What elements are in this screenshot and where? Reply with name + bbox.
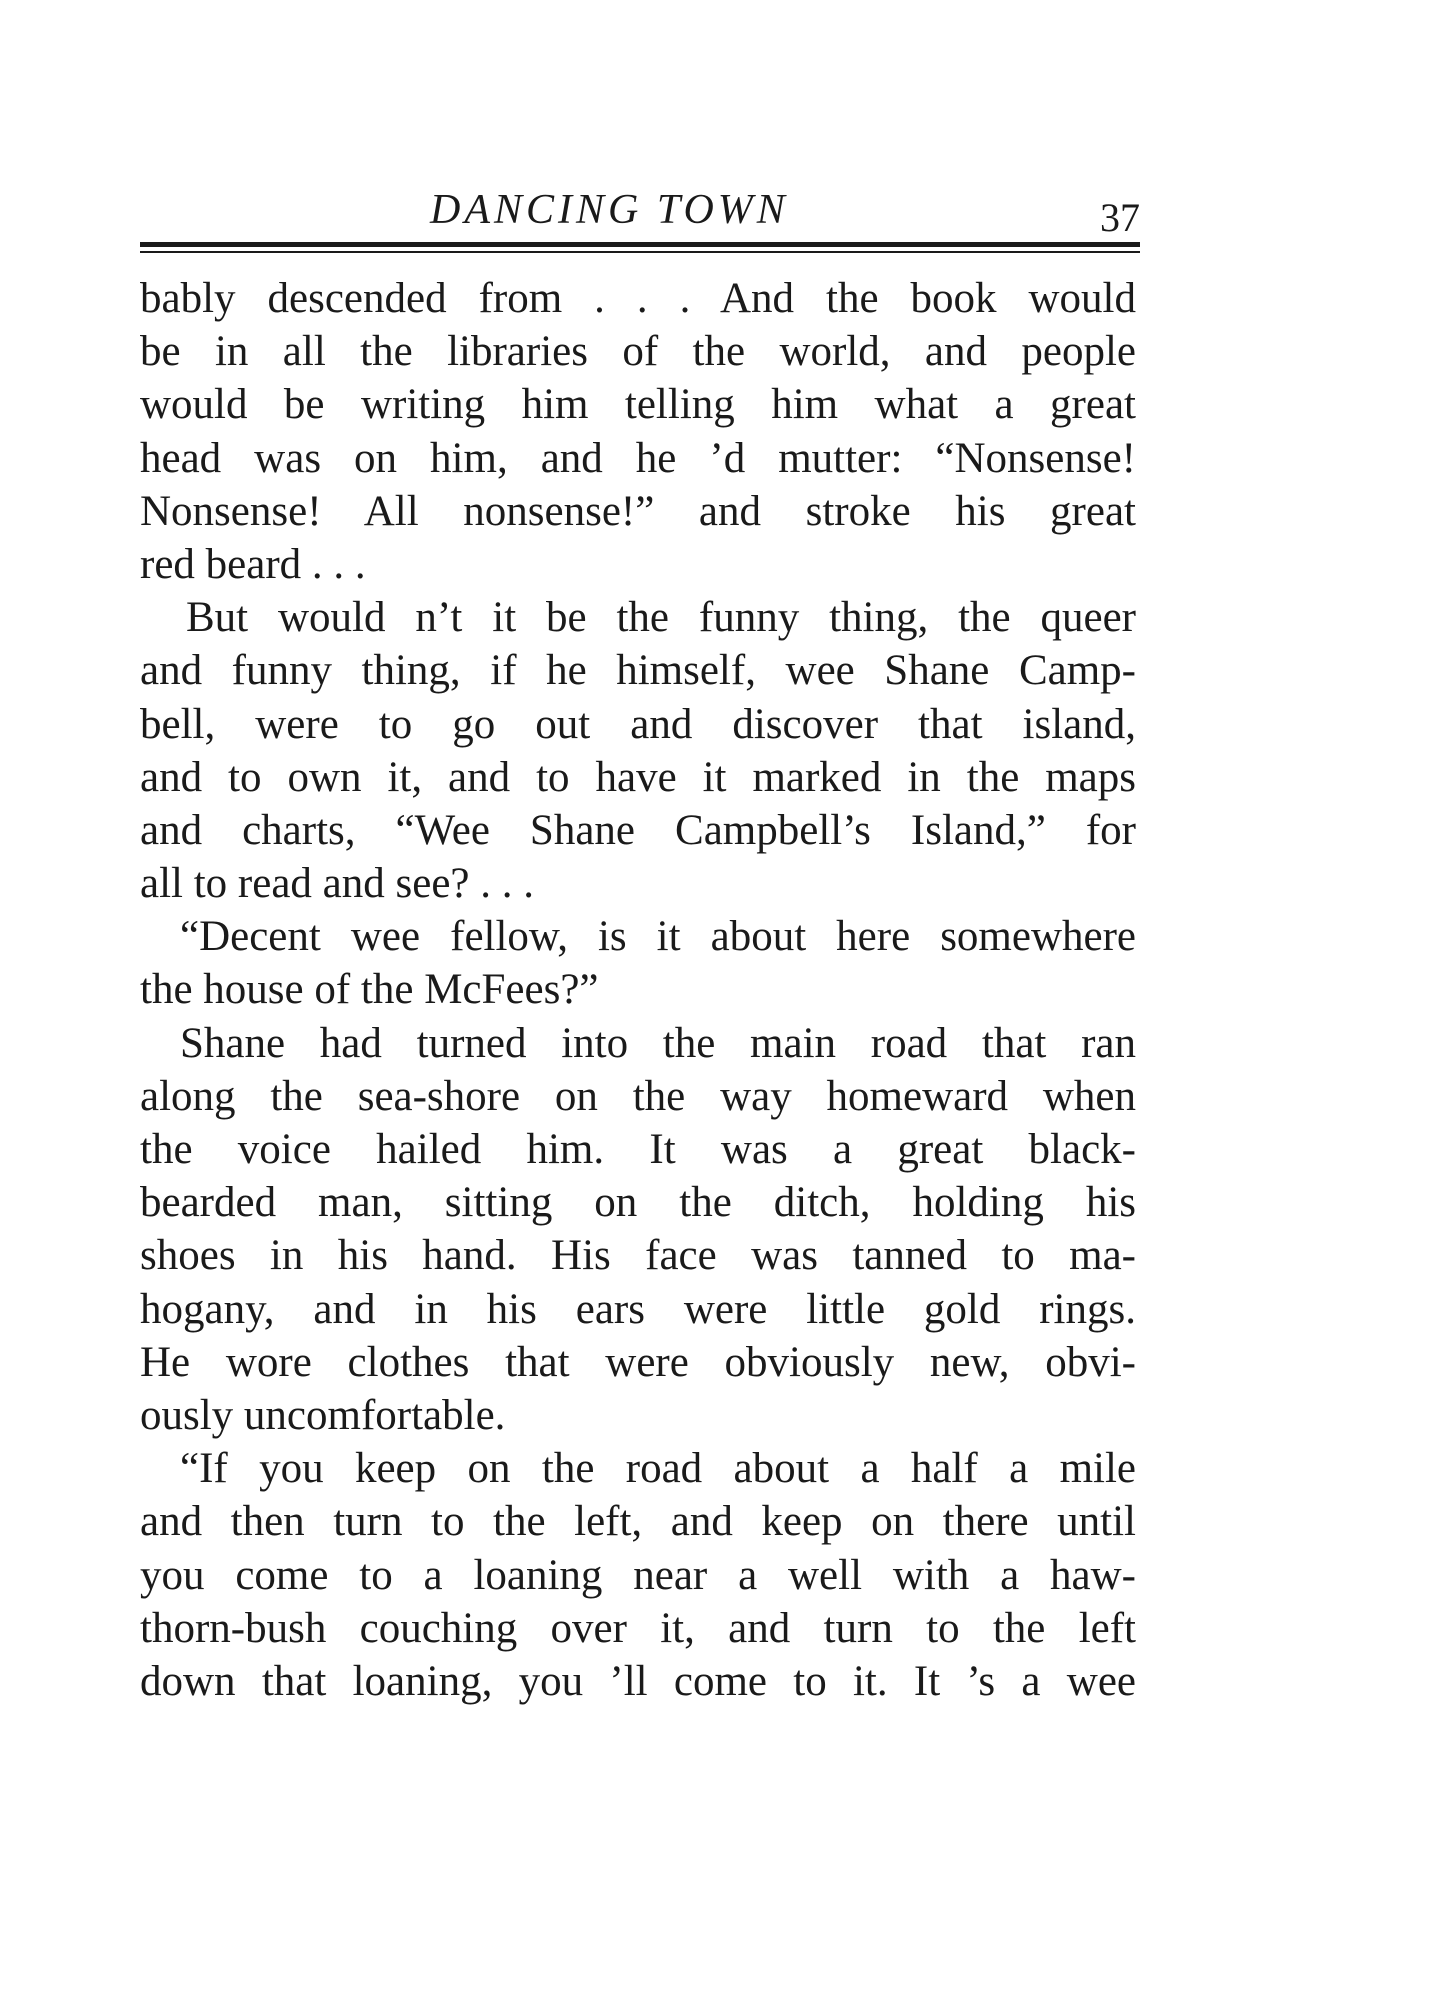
text-line: and charts, “Wee Shane Campbell’s Island,” for xyxy=(140,806,1136,854)
text-line: you come to a loaning near a well with a haw- xyxy=(140,1551,1136,1599)
page-number: 37 xyxy=(1100,195,1140,240)
text-line: red beard . . . xyxy=(140,540,366,588)
body-text xyxy=(140,272,1136,1708)
text-line: hogany, and in his ears were little gold rings. xyxy=(140,1285,1136,1333)
text-line: and then turn to the left, and keep on there until xyxy=(140,1498,1136,1546)
text-line: be in all the libraries of the world, and people xyxy=(140,328,1136,376)
text-line: the house of the McFees?” xyxy=(140,966,599,1014)
text-line: shoes in his hand. His face was tanned to ma- xyxy=(140,1232,1136,1280)
text-line: thorn-bush couching over it, and turn to the left xyxy=(140,1604,1136,1652)
header-rule-thick xyxy=(140,242,1140,247)
text-line: down that loaning, you ’ll come to it. It ’s a wee xyxy=(140,1657,1136,1705)
text-line: all to read and see? . . . xyxy=(140,860,534,908)
text-line: head was on him, and he ’d mutter: “Nonsense! xyxy=(140,434,1136,482)
paragraph xyxy=(140,272,1136,591)
text-line: bably descended from . . . And the book would xyxy=(140,275,1136,322)
text-line: and funny thing, if he himself, wee Shane Camp- xyxy=(140,647,1136,695)
text-line: “Decent wee fellow, is it about here somewhere xyxy=(180,913,1136,961)
text-line: He wore clothes that were obviously new, obvi- xyxy=(140,1338,1136,1386)
text-line: the voice hailed him. It was a great black- xyxy=(140,1126,1136,1173)
text-line: Nonsense! All nonsense!” and stroke his great xyxy=(140,487,1136,535)
text-line: But would n’t it be the funny thing, the queer xyxy=(186,594,1136,642)
text-line: bell, were to go out and discover that island, xyxy=(140,700,1136,748)
text-line: and to own it, and to have it marked in the maps xyxy=(140,753,1136,801)
text-line: “If you keep on the road about a half a mile xyxy=(180,1445,1136,1493)
paragraph xyxy=(140,1442,1136,1708)
header-rule-thin xyxy=(140,251,1140,253)
running-header xyxy=(140,180,1140,240)
text-line: bearded man, sitting on the ditch, holding his xyxy=(140,1179,1136,1227)
text-line: would be writing him telling him what a great xyxy=(140,381,1136,429)
paragraph xyxy=(140,591,1136,910)
paragraph xyxy=(140,910,1136,1016)
text-line: Shane had turned into the main road that ran xyxy=(180,1019,1136,1067)
text-line: ously uncomfortable. xyxy=(140,1391,506,1439)
text-line: along the sea-shore on the way homeward when xyxy=(140,1072,1136,1120)
running-title: DANCING TOWN xyxy=(430,187,789,233)
paragraph xyxy=(140,1017,1136,1443)
